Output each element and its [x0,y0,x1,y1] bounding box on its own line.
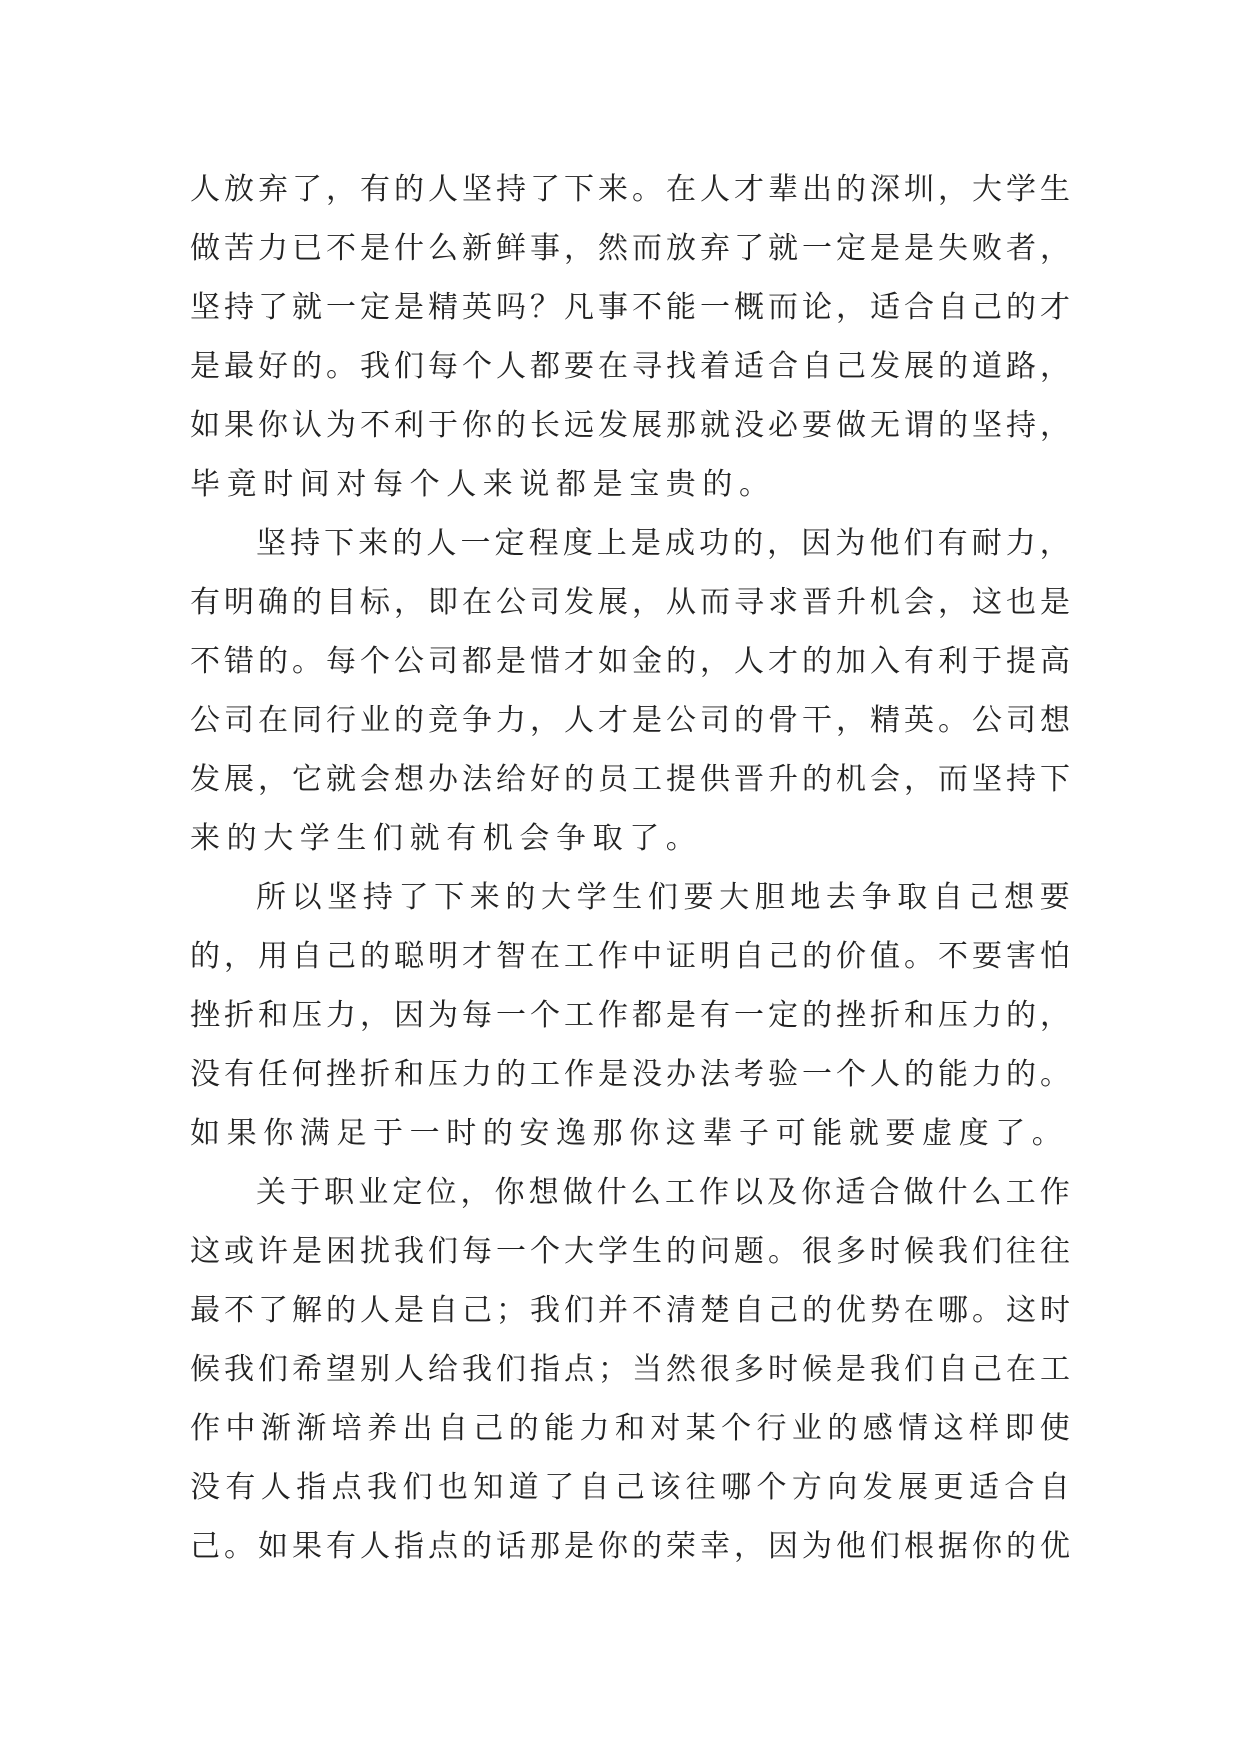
text-line: 作 中 渐 渐 培 养 出 自 己 的 能 力 和 对 某 个 行 业 的 感 情 这 样 即 使 [190,1411,1070,1446]
text-line: 不 错 的 。 每 个 公 司 都 是 惜 才 如 金 的 ， 人 才 的 加 入 有 利 于 提 高 [190,644,1070,679]
text-line: 坚 持 下 来 的 人 一 定 程 度 上 是 成 功 的 ， 因 为 他 们 有 耐 力 ， [256,526,1070,561]
text-line: 这 或 许 是 困 扰 我 们 每 一 个 大 学 生 的 问 题 。 很 多 时 候 我 们 往 往 [190,1234,1070,1269]
text-line: 来的大学生们就有机会争取了。 [190,821,703,856]
text-line: 人 放 弃 了 ， 有 的 人 坚 持 了 下 来 。 在 人 才 辈 出 的 深 圳 ， 大 学 生 [190,172,1070,207]
text-line: 的 ， 用 自 己 的 聪 明 才 智 在 工 作 中 证 明 自 己 的 价 值 。 不 要 害 怕 [190,939,1070,974]
paragraph-3 [190,868,1070,1163]
text-line: 所 以 坚 持 了 下 来 的 大 学 生 们 要 大 胆 地 去 争 取 自 己 想 要 [256,880,1070,915]
paragraph-4 [190,1163,1070,1576]
text-line: 做 苦 力 已 不 是 什 么 新 鲜 事 ， 然 而 放 弃 了 就 一 定 是 是 失 败 者 ， [190,231,1070,266]
text-line: 如果你满足于一时的安逸那你这辈子可能就要虚度了。 [190,1116,1069,1151]
text-line: 公 司 在 同 行 业 的 竞 争 力 ， 人 才 是 公 司 的 骨 干 ， 精 英 。 公 司 想 [190,703,1070,738]
text-line: 己 。 如 果 有 人 指 点 的 话 那 是 你 的 荣 幸 ， 因 为 他 们 根 据 你 的 优 [190,1529,1070,1564]
text-line: 坚 持 了 就 一 定 是 精 英 吗 ？ 凡 事 不 能 一 概 而 论 ， 适 合 自 己 的 才 [190,290,1070,325]
text-line: 毕竟时间对每个人来说都是宝贵的。 [190,467,776,502]
paragraph-2 [190,514,1070,868]
text-line: 没 有 任 何 挫 折 和 压 力 的 工 作 是 没 办 法 考 验 一 个 人 的 能 力 的 。 [190,1057,1070,1092]
text-line: 没 有 人 指 点 我 们 也 知 道 了 自 己 该 往 哪 个 方 向 发 展 更 适 合 自 [190,1470,1070,1505]
text-line: 关 于 职 业 定 位 ， 你 想 做 什 么 工 作 以 及 你 适 合 做 什 么 工 作 [256,1175,1070,1210]
text-line: 如 果 你 认 为 不 利 于 你 的 长 远 发 展 那 就 没 必 要 做 无 谓 的 坚 持 ， [190,408,1070,443]
document-body [190,160,1070,1576]
text-line: 有 明 确 的 目 标 ， 即 在 公 司 发 展 ， 从 而 寻 求 晋 升 机 会 ， 这 也 是 [190,585,1070,620]
text-line: 最 不 了 解 的 人 是 自 己 ； 我 们 并 不 清 楚 自 己 的 优 势 在 哪 。 这 时 [190,1293,1070,1328]
text-line: 挫 折 和 压 力 ， 因 为 每 一 个 工 作 都 是 有 一 定 的 挫 折 和 压 力 的 ， [190,998,1070,1033]
text-line: 发 展 ， 它 就 会 想 办 法 给 好 的 员 工 提 供 晋 升 的 机 会 ， 而 坚 持 下 [190,762,1070,797]
text-line: 是 最 好 的 。 我 们 每 个 人 都 要 在 寻 找 着 适 合 自 己 发 展 的 道 路 ， [190,349,1070,384]
text-line: 候 我 们 希 望 别 人 给 我 们 指 点 ； 当 然 很 多 时 候 是 我 们 自 己 在 工 [190,1352,1070,1387]
paragraph-1 [190,160,1070,514]
